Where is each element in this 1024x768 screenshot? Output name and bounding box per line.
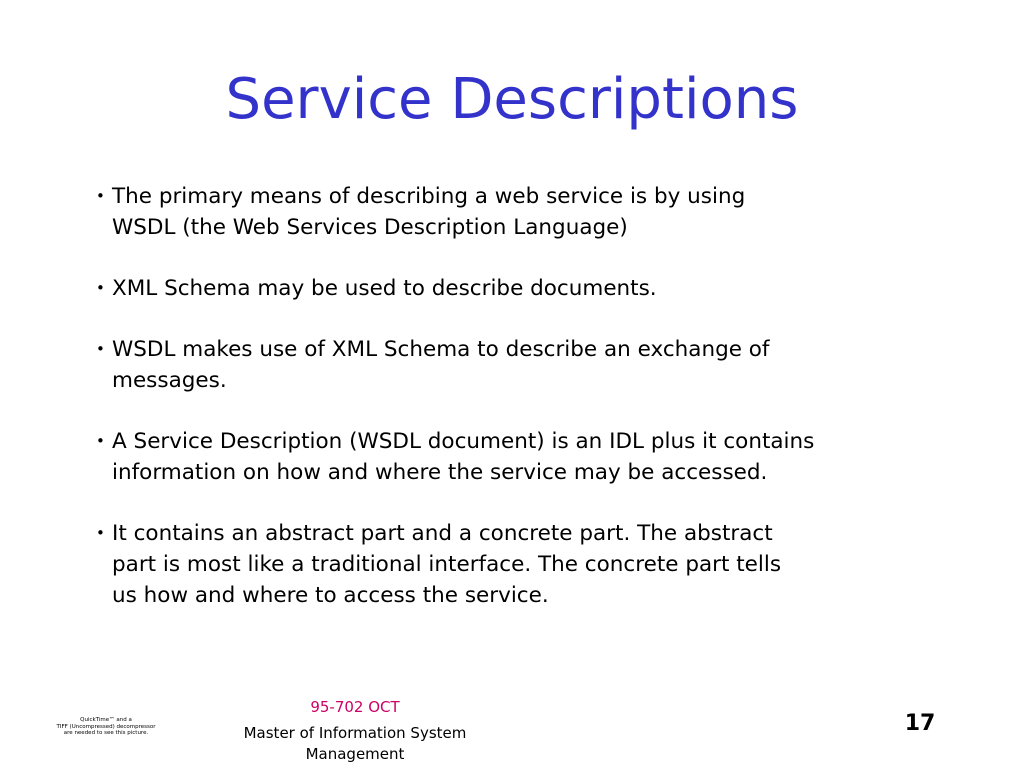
footer-program-line: Management — [305, 745, 405, 763]
bullet-item — [96, 181, 976, 243]
slide-title: Service Descriptions — [225, 67, 799, 132]
bullet-text-line: us how and where to access the service. — [112, 583, 549, 608]
bullet-text-line: information on how and where the service may be accessed. — [112, 460, 768, 485]
bullet-list — [96, 181, 976, 641]
bullet-text-line: • WSDL makes use of XML Schema to describe an exchange of — [112, 337, 770, 362]
placeholder-text-line: TIFF (Uncompressed) decompressor — [56, 723, 156, 730]
bullet-text-line: • XML Schema may be used to describe documents. — [112, 276, 657, 301]
footer-program-line: Master of Information System — [243, 724, 467, 742]
placeholder-text-line: QuickTime™ and a — [80, 717, 132, 723]
bullet-text-line: WSDL (the Web Services Description Language) — [112, 215, 628, 240]
placeholder-text-line: are needed to see this picture. — [63, 730, 149, 736]
page-number: 17 — [904, 711, 936, 736]
bullet-item — [96, 273, 976, 304]
bullet-text-line: part is most like a traditional interface. The concrete part tells — [112, 552, 782, 577]
bullet-item — [96, 518, 976, 611]
bullet-text-line: • The primary means of describing a web service is by using — [112, 184, 746, 209]
footer-program-name — [210, 723, 500, 765]
bullet-text-line: • A Service Description (WSDL document) is an IDL plus it contains — [112, 429, 815, 454]
footer-course-code: 95-702 OCT — [310, 698, 400, 716]
bullet-text-line: messages. — [112, 368, 227, 393]
bullet-text-line: • It contains an abstract part and a concrete part. The abstract — [112, 521, 773, 546]
bullet-item — [96, 334, 976, 396]
bullet-item — [96, 426, 976, 488]
quicktime-placeholder-image — [46, 717, 166, 741]
